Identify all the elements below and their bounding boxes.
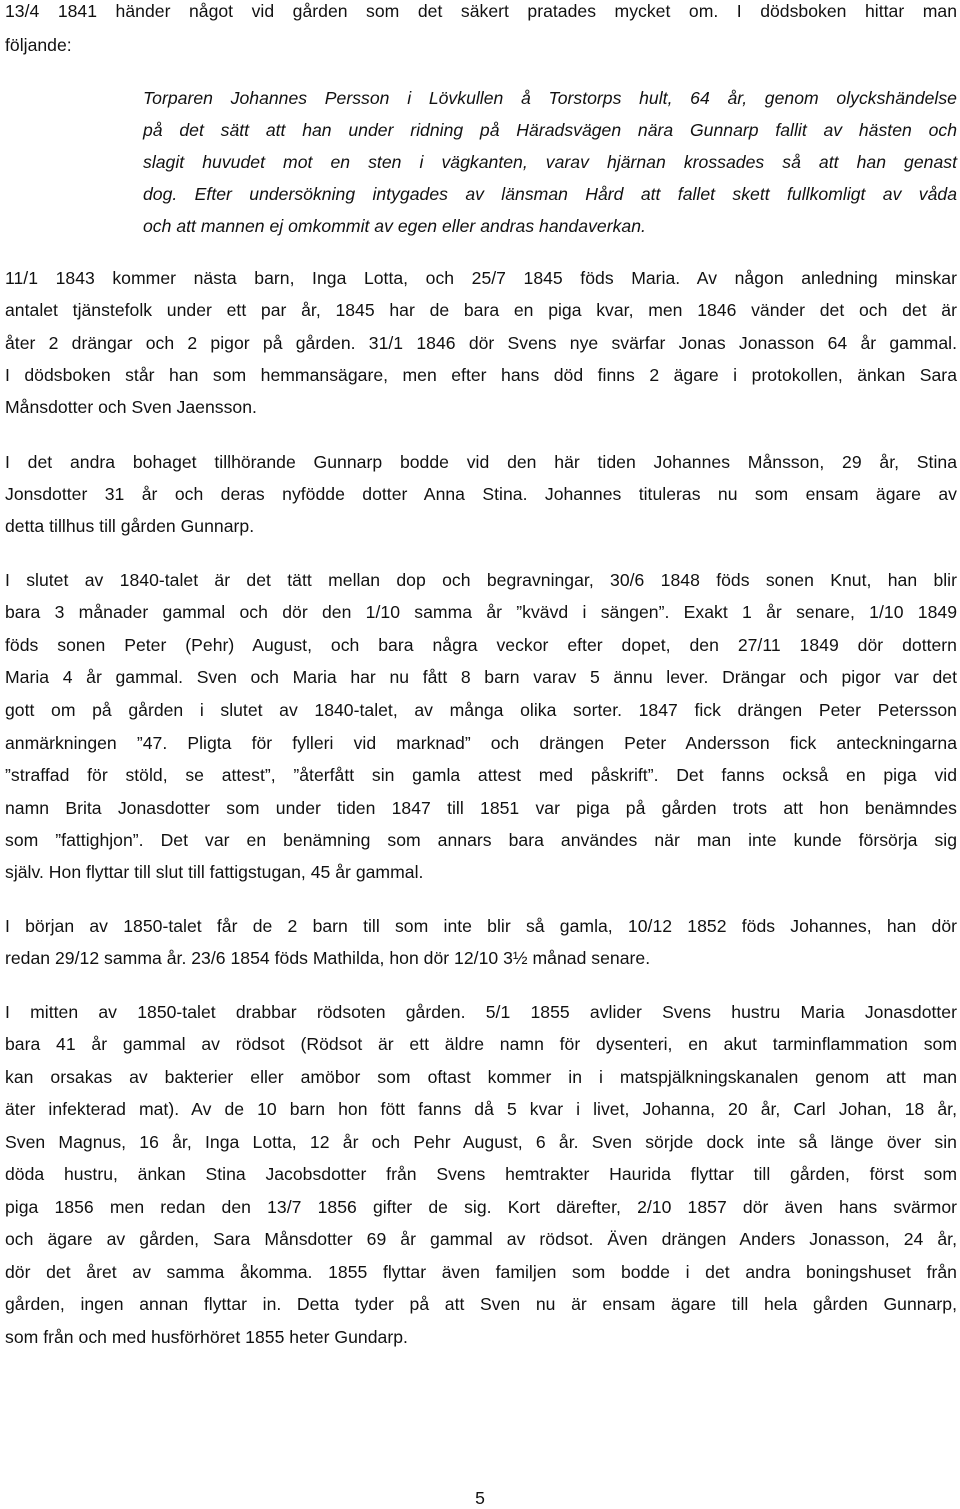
text-line: dör det året av samma åkomma. 1855 flyttar även familjen som bodde i det andra boningshuset från xyxy=(5,1262,957,1282)
text-line: gården, ingen annan flyttar in. Detta tyder på att Sven nu är ensam ägare till hela gården Gunnarp, xyxy=(5,1294,957,1314)
text-line: redan 29/12 samma år. 23/6 1854 föds Mathilda, hon dör 12/10 3½ månad senare. xyxy=(5,948,651,968)
quote-line: Torparen Johannes Persson i Lövkullen å Torstorps hult, 64 år, genom olyckshändelse xyxy=(143,88,957,108)
text-line: döda hustru, änkan Stina Jacobsdotter från Svens hemtrakter Haurida flyttar till gården, först som xyxy=(5,1164,957,1184)
text-line: gott om på gården i slutet av 1840-talet, av många olika sorter. 1847 fick drängen Peter Petersson xyxy=(5,700,957,720)
text-line: I slutet av 1840-talet är det tätt mellan dop och begravningar, 30/6 1848 föds sonen Knut, han blir xyxy=(5,570,957,590)
text-line: som från och med husförhöret 1855 heter Gundarp. xyxy=(5,1327,408,1347)
text-line: och ägare av gården, Sara Månsdotter 69 år gammal av rödsot. Även drängen Anders Jonasson, 24 år, xyxy=(5,1229,957,1249)
text-line: Maria 4 år gammal. Sven och Maria har nu fått 8 barn varav 5 ännu lever. Drängar och pigor var det xyxy=(5,667,957,687)
text-line: ”straffad för stöld, se attest”, ”återfått sin gamla attest med påskrift”. Det fanns också en piga vid xyxy=(5,765,957,785)
text-line: själv. Hon flyttar till slut till fattigstugan, 45 år gammal. xyxy=(5,862,424,882)
text-line: föds sonen Peter (Pehr) August, och bara några veckor efter dopet, den 27/11 1849 dör dottern xyxy=(5,635,957,655)
text-line: I början av 1850-talet får de 2 barn till som inte blir så gamla, 10/12 1852 föds Johannes, han dör xyxy=(5,916,957,936)
text-line: följande: xyxy=(5,35,72,55)
text-line: kan orsakas av bakterier eller amöbor som oftast kommer in i matspjälkningskanalen genom att man xyxy=(5,1067,957,1087)
quote-line: slagit huvudet mot en sten i vägkanten, varav hjärnan krossades så att han genast xyxy=(143,152,957,172)
quote-line: och att mannen ej omkommit av egen eller andras handaverkan. xyxy=(143,216,646,236)
text-line: åter 2 drängar och 2 pigor på gården. 31/1 1846 dör Svens nye svärfar Jonas Jonasson 64 år gammal. xyxy=(5,333,957,353)
text-line: som ”fattighjon”. Det var en benämning som annars bara användes när man inte kunde försörja sig xyxy=(5,830,957,850)
text-line: 13/4 1841 händer något vid gården som det säkert pratades mycket om. I dödsboken hittar man xyxy=(5,1,957,21)
text-line: I dödsboken står han som hemmansägare, men efter hans död finns 2 ägare i protokollen, änkan Sara xyxy=(5,365,957,385)
text-line: bara 41 år gammal av rödsot (Rödsot är ett äldre namn för dysenteri, en akut tarminflammation som xyxy=(5,1034,957,1054)
text-line: äter infekterad mat). Av de 10 barn hon fött fanns då 5 kvar i livet, Johanna, 20 år, Carl Johan, 18 år, xyxy=(5,1099,957,1119)
text-line: Månsdotter och Sven Jaensson. xyxy=(5,397,257,417)
text-line: piga 1856 men redan den 13/7 1856 gifter de sig. Kort därefter, 2/10 1857 dör även hans svärmor xyxy=(5,1197,957,1217)
text-line: detta tillhus till gården Gunnarp. xyxy=(5,516,255,536)
text-line: anmärkningen ”47. Pligta för fylleri vid marknad” och drängen Peter Andersson fick anteckningarna xyxy=(5,733,957,753)
page-number: 5 xyxy=(475,1488,485,1508)
text-line: bara 3 månader gammal och dör den 1/10 samma år ”kvävd i sängen”. Exakt 1 år senare, 1/10 1849 xyxy=(5,602,957,622)
quote-line: dog. Efter undersökning intygades av länsman Hård att fallet skett fullkomligt av våda xyxy=(143,184,957,204)
text-line: antalet tjänstefolk under ett par år, 1845 har de bara en piga kvar, men 1846 vänder det och det är xyxy=(5,300,957,320)
text-line: namn Brita Jonasdotter som under tiden 1847 till 1851 var piga på gården trots att hon benämndes xyxy=(5,798,957,818)
text-line: I mitten av 1850-talet drabbar rödsoten gården. 5/1 1855 avlider Svens hustru Maria Jonasdotter xyxy=(5,1002,957,1022)
text-line: Sven Magnus, 16 år, Inga Lotta, 12 år och Pehr August, 6 år. Sven sörjde dock inte så länge över sin xyxy=(5,1132,957,1152)
text-line: 11/1 1843 kommer nästa barn, Inga Lotta, och 25/7 1845 föds Maria. Av någon anledning minskar xyxy=(5,268,957,288)
text-line: Jonsdotter 31 år och deras nyfödde dotter Anna Stina. Johannes tituleras nu som ensam ägare av xyxy=(5,484,957,504)
quote-line: på det sätt att han under ridning på Häradsvägen nära Gunnarp fallit av hästen och xyxy=(143,120,957,140)
text-line: I det andra bohaget tillhörande Gunnarp bodde vid den här tiden Johannes Månsson, 29 år, Stina xyxy=(5,452,957,472)
